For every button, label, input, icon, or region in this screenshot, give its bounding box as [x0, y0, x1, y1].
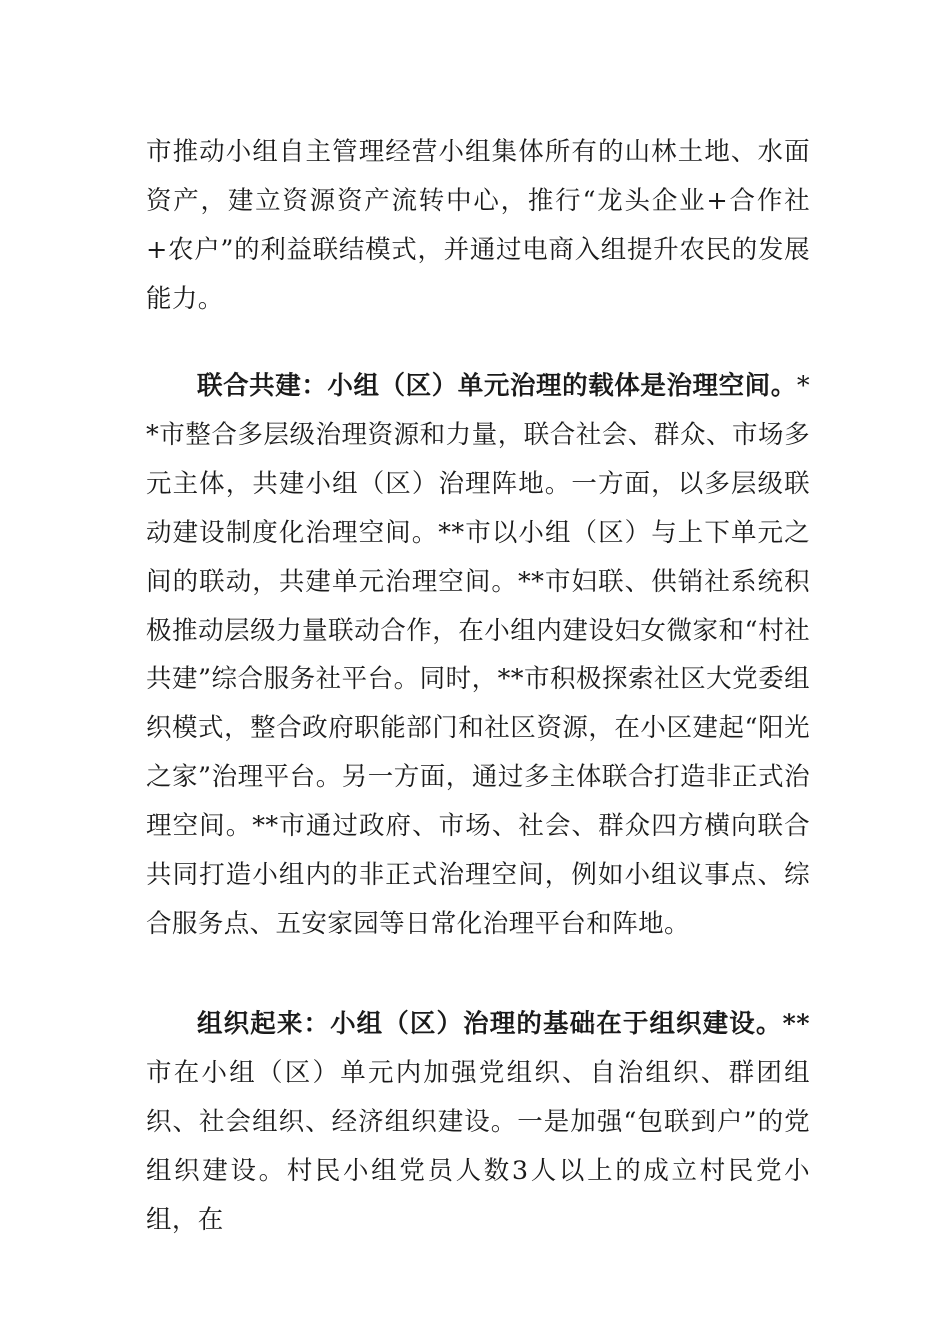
- paragraph-2: [146, 362, 810, 949]
- paragraph-1: [146, 128, 810, 324]
- paragraph-3-heading: 组织起来：小组（区）治理的基础在于组织建设。**: [197, 1009, 810, 1039]
- paragraph-1-text: 市推动小组自主管理经营小组集体所有的山林土地、水面资产，建立资源资产流转中心，推行“龙头企业+合作社+农户”的利益联结模式，并通过电商入组提升农民的发展能力。: [146, 137, 810, 314]
- paragraph-3: [146, 1000, 810, 1245]
- paragraph-2-heading: 联合共建：小组（区）单元治理的载体是治理空间。: [197, 371, 797, 401]
- paragraph-2-text: **市整合多层级治理资源和力量，联合社会、群众、市场多元主体，共建小组（区）治理阵地。一方面，以多层级联动建设制度化治理空间。**市以小组（区）与上下单元之间的联动，共建单元治理空间。**市妇联、供销社系统积极推动层级力量联动合作，在小组内建设妇女微家和“村社共建”综合服务社平台。同时，**市积极探索社区大党委组织模式，整合政府职能部门和社区资源，在小区建起“阳光之家”治理平台。另一方面，通过多主体联合打造非正式治理空间。**市通过政府、市场、社会、群众四方横向联合共同打造小组内的非正式治理空间，例如小组议事点、综合服务点、五安家园等日常化治理平台和阵地。: [146, 371, 810, 939]
- paragraph-3-text: 市在小组（区）单元内加强党组织、自治组织、群团组织、社会组织、经济组织建设。一是加强“包联到户”的党组织建设。村民小组党员人数3人以上的成立村民党小组，在: [146, 1057, 810, 1235]
